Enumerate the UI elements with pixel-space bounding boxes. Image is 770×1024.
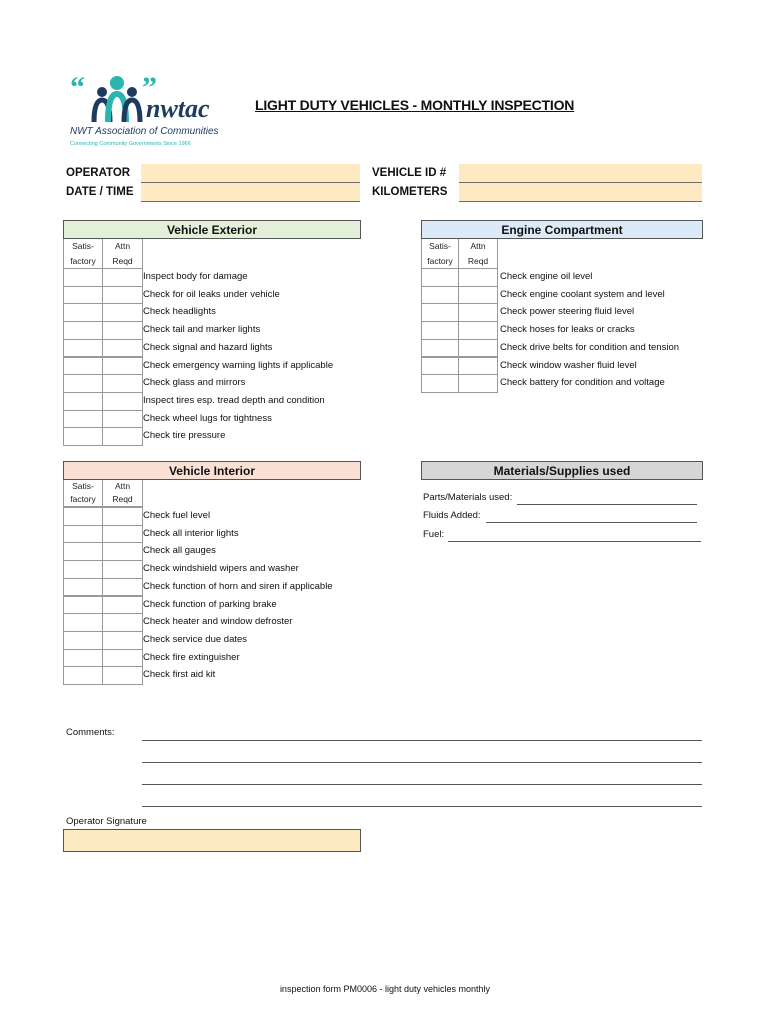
attn-reqd-checkbox[interactable] [458,374,498,393]
checklist-row [63,286,363,304]
checklist-item-label: Check fire extinguisher [143,651,240,663]
checklist-row [63,649,363,667]
attn-reqd-checkbox[interactable] [458,339,498,358]
checklist-item-label: Check heater and window defroster [143,616,293,628]
satisfactory-checkbox[interactable] [63,542,103,561]
satisfactory-checkbox[interactable] [63,286,103,305]
checklist-row [63,666,363,684]
checklist-item-label: Check for oil leaks under vehicle [143,288,280,300]
checklist-row [421,321,721,339]
checklist-item-label: Check drive belts for condition and tension [500,341,680,353]
satisfactory-header: Satis- factory [63,239,103,269]
section-header-exterior: Vehicle Exterior [63,220,361,239]
attn-reqd-checkbox[interactable] [458,303,498,322]
attn-reqd-checkbox[interactable] [458,286,498,305]
satisfactory-checkbox[interactable] [421,286,459,305]
attn-reqd-header: Attn Reqd [459,239,498,269]
checklist-item-label: Check hoses for leaks or cracks [500,324,635,336]
attn-reqd-checkbox[interactable] [102,321,143,340]
checklist-item-label: Check tail and marker lights [143,324,261,336]
attn-reqd-checkbox[interactable] [102,631,143,650]
satisfactory-checkbox[interactable] [63,427,103,446]
satisfactory-checkbox[interactable] [63,596,103,615]
checklist-item-label: Check service due dates [143,633,248,645]
checklist-item-label: Check engine oil level [500,271,593,282]
comments-line-4[interactable] [142,796,702,807]
checklist-row [421,286,721,304]
checklist-row [63,525,363,543]
kilometers-field[interactable] [459,183,702,202]
page-title: LIGHT DUTY VEHICLES - MONTHLY INSPECTION [255,97,575,113]
checklist-row [63,578,363,596]
attn-reqd-checkbox[interactable] [102,268,143,287]
attn-reqd-checkbox[interactable] [102,427,143,446]
date-time-field[interactable] [141,183,360,202]
satisfactory-checkbox[interactable] [63,613,103,632]
checklist-row [63,339,363,357]
attn-reqd-checkbox[interactable] [102,286,143,305]
attn-reqd-header: Attn Reqd [103,239,143,269]
checklist-item-label: Check glass and mirrors [143,377,246,389]
checklist-row [421,339,721,357]
attn-reqd-checkbox[interactable] [102,303,143,322]
comments-line-3[interactable] [142,774,702,785]
kilometers-label: KILOMETERS [372,186,448,198]
checklist-item-label: Check battery for condition and voltage [500,377,665,389]
satisfactory-checkbox[interactable] [63,507,103,526]
satisfactory-checkbox[interactable] [63,578,103,597]
operator-field[interactable] [141,164,360,183]
checklist-item-label: Check fuel level [143,510,211,521]
satisfactory-checkbox[interactable] [63,374,103,393]
attn-reqd-checkbox[interactable] [102,578,143,597]
vehicle-id-label: VEHICLE ID # [372,167,447,179]
checklist-row [421,268,721,286]
comments-label: Comments: [66,727,115,738]
satisfactory-checkbox[interactable] [63,410,103,429]
operator-signature-field[interactable] [63,829,361,852]
satisfactory-header: Satis- factory [63,480,103,507]
section-header-engine: Engine Compartment [421,220,703,239]
checklist-row [63,303,363,321]
operator-label: OPERATOR [66,167,131,179]
checklist-item-label: Check all gauges [143,545,216,557]
logo-org-name: NWT Association of Communities [70,126,219,137]
attn-reqd-checkbox[interactable] [102,596,143,615]
attn-reqd-checkbox[interactable] [102,649,143,668]
checklist-item-label: Check emergency warning lights if applicable [143,359,334,371]
checklist-row [63,613,363,631]
checklist-item-label: Check engine coolant system and level [500,288,665,300]
checklist-row [63,374,363,392]
svg-text:“: “ [70,72,85,104]
satisfactory-checkbox[interactable] [421,339,459,358]
fuel-label: Fuel: [423,529,445,540]
satisfactory-checkbox[interactable] [63,357,103,376]
checklist-item-label: Check window washer fluid level [500,359,637,371]
fluids-added-line[interactable] [486,512,697,523]
satisfactory-checkbox[interactable] [421,321,459,340]
satisfactory-checkbox[interactable] [63,321,103,340]
checklist-item-label: Check first aid kit [143,669,216,681]
checklist-row [63,268,363,286]
checklist-row [63,631,363,649]
checklist-row [63,596,363,614]
operator-signature-label: Operator Signature [66,816,147,827]
checklist-item-label: Check function of horn and siren if applicable [143,580,333,592]
checklist-item-label: Check signal and hazard lights [143,341,273,353]
satisfactory-checkbox[interactable] [421,374,459,393]
checklist-item-label: Check all interior lights [143,527,239,539]
attn-reqd-checkbox[interactable] [102,613,143,632]
logo-brand: nwtac [146,94,210,123]
comments-line-1[interactable] [142,730,702,741]
checklist-item-label: Check function of parking brake [143,598,277,610]
checklist-row [421,374,721,392]
checklist-row [63,507,363,525]
satisfactory-checkbox[interactable] [63,268,103,287]
satisfactory-checkbox[interactable] [421,357,459,376]
checklist-row [63,427,363,445]
checklist-row [421,303,721,321]
svg-text:”: ” [142,72,157,104]
attn-reqd-checkbox[interactable] [102,392,143,411]
attn-reqd-checkbox[interactable] [458,268,498,287]
fuel-line[interactable] [448,531,701,542]
checklist-item-label: Inspect body for damage [143,271,248,282]
attn-reqd-checkbox[interactable] [102,525,143,544]
satisfactory-checkbox[interactable] [421,303,459,322]
checklist-item-label: Check tire pressure [143,430,226,442]
fluids-added-label: Fluids Added: [423,510,481,521]
date-time-label: DATE / TIME [66,186,134,198]
vehicle-id-field[interactable] [459,164,702,183]
logo [68,72,228,154]
satisfactory-header: Satis- factory [421,239,459,269]
checklist-item-label: Inspect tires esp. tread depth and condition [143,394,325,406]
checklist-row [63,410,363,428]
parts-materials-label: Parts/Materials used: [423,492,513,503]
attn-reqd-checkbox[interactable] [102,666,143,685]
attn-reqd-checkbox[interactable] [102,542,143,561]
attn-reqd-checkbox[interactable] [102,560,143,579]
satisfactory-checkbox[interactable] [421,268,459,287]
attn-reqd-checkbox[interactable] [102,339,143,358]
checklist-row [63,560,363,578]
section-header-interior: Vehicle Interior [63,461,361,480]
checklist-row [63,542,363,560]
attn-reqd-checkbox[interactable] [458,357,498,376]
checklist-item-label: Check wheel lugs for tightness [143,412,272,424]
checklist-item-label: Check headlights [143,306,216,318]
checklist-row [63,357,363,375]
section-header-materials: Materials/Supplies used [421,461,703,480]
attn-reqd-checkbox[interactable] [102,410,143,429]
attn-reqd-checkbox[interactable] [458,321,498,340]
attn-reqd-header: Attn Reqd [103,480,143,507]
parts-materials-line[interactable] [517,494,697,505]
comments-line-2[interactable] [142,752,702,763]
attn-reqd-checkbox[interactable] [102,357,143,376]
checklist-row [63,392,363,410]
satisfactory-checkbox[interactable] [63,666,103,685]
satisfactory-checkbox[interactable] [63,392,103,411]
checklist-row [63,321,363,339]
checklist-item-label: Check windshield wipers and washer [143,563,299,575]
satisfactory-checkbox[interactable] [63,303,103,322]
attn-reqd-checkbox[interactable] [102,374,143,393]
satisfactory-checkbox[interactable] [63,339,103,358]
satisfactory-checkbox[interactable] [63,525,103,544]
satisfactory-checkbox[interactable] [63,560,103,579]
checklist-row [421,357,721,375]
attn-reqd-checkbox[interactable] [102,507,143,526]
satisfactory-checkbox[interactable] [63,649,103,668]
checklist-item-label: Check power steering fluid level [500,306,635,318]
page-footer: inspection form PM0006 - light duty vehicles monthly [279,984,491,994]
logo-tagline: Connecting Community Governments Since 1966 [70,141,191,147]
satisfactory-checkbox[interactable] [63,631,103,650]
